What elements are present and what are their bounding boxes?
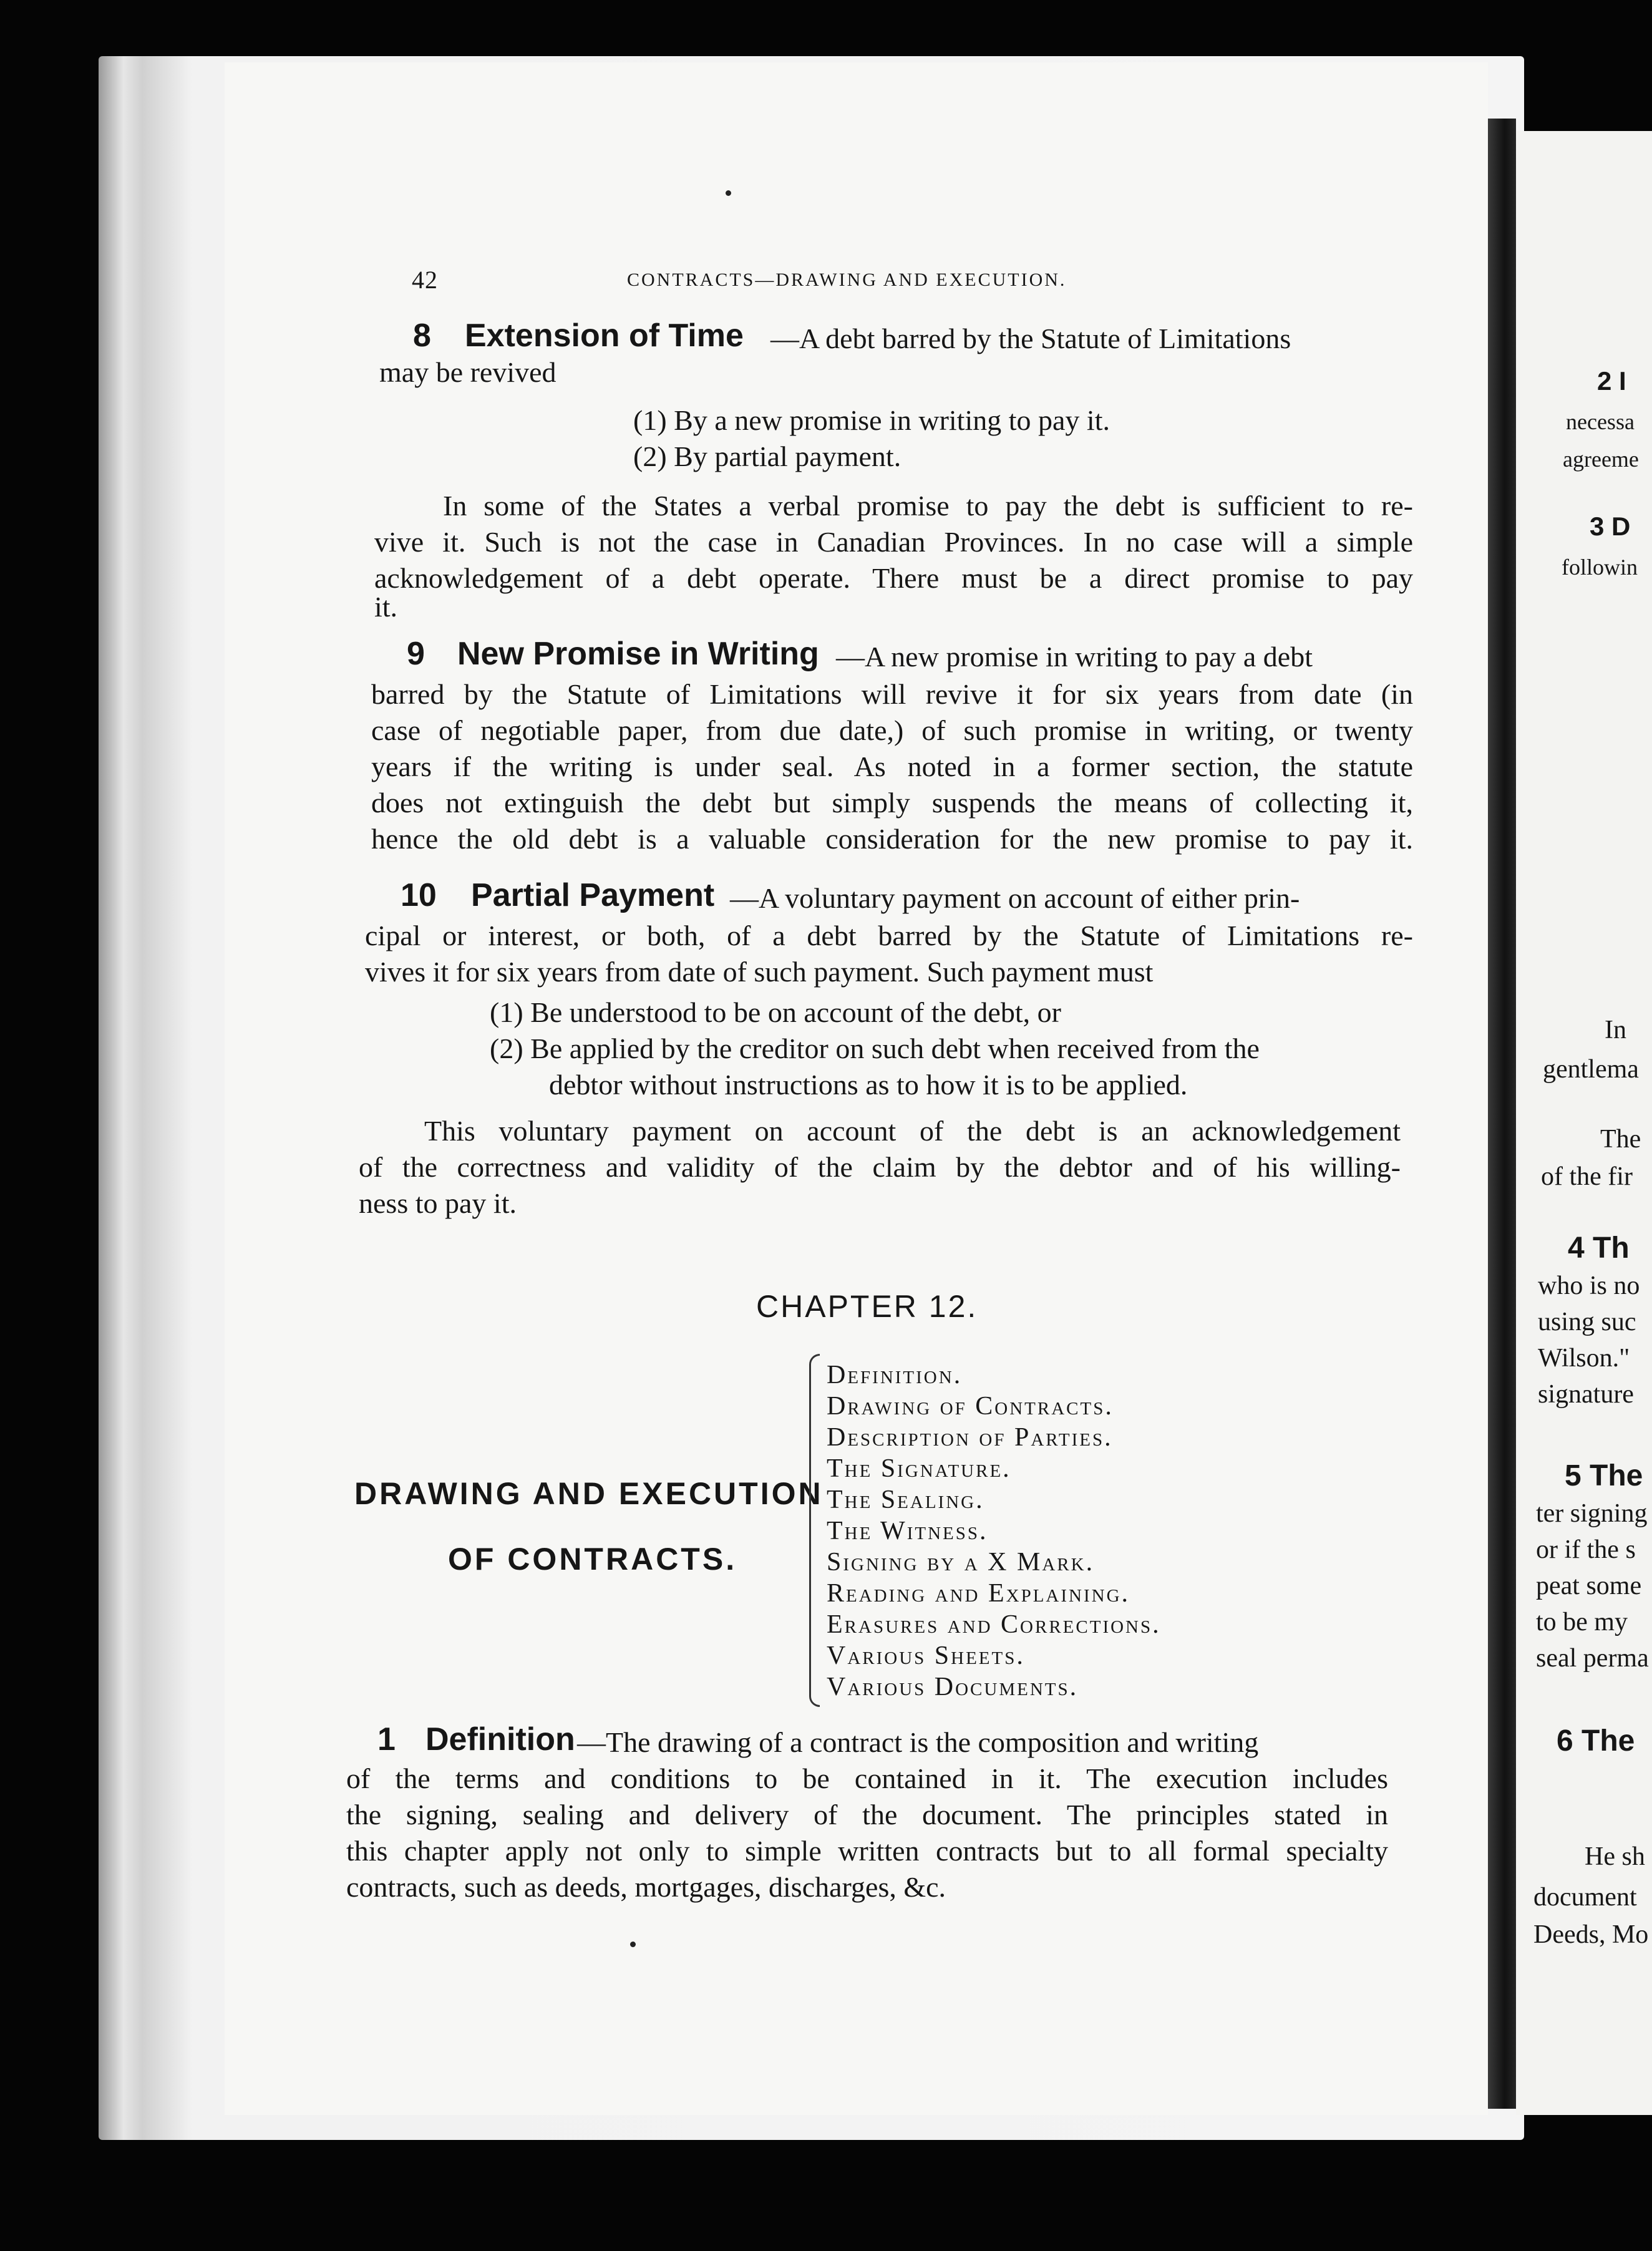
- section-8-line2: may be revived: [379, 356, 556, 388]
- right-page-fragment: 3 D: [1590, 512, 1631, 541]
- chapter-label: CHAPTER 12.: [756, 1289, 978, 1324]
- section-9-number: 9: [407, 636, 425, 672]
- right-page-fragment: document: [1533, 1883, 1637, 1912]
- chapter-contents-item: Various Documents.: [827, 1673, 1079, 1701]
- section-8-paragraph-line: it.: [374, 591, 398, 623]
- section-8-heading: Extension of Time: [465, 318, 744, 354]
- section-9-line: years if the writing is under seal. As noted in a former section, the statute: [371, 751, 1413, 782]
- chapter-contents-item: Reading and Explaining.: [827, 1579, 1130, 1608]
- right-page-fragment: or if the s: [1536, 1535, 1636, 1564]
- ink-speck: [630, 1942, 636, 1947]
- right-page-fragment: followin: [1562, 555, 1638, 580]
- running-head: CONTRACTS—DRAWING AND EXECUTION.: [627, 270, 1067, 290]
- right-page-fragment: 4 Th: [1568, 1232, 1630, 1265]
- right-page-fragment: 6 The: [1557, 1724, 1635, 1758]
- section-10-paragraph-line: of the correctness and validity of the claim by the debtor and of his willing-: [359, 1151, 1401, 1183]
- section-8-list-item: (2) By partial payment.: [633, 440, 901, 472]
- right-page-fragment: The: [1600, 1125, 1641, 1154]
- section-9-line: does not extinguish the debt but simply suspends the means of collecting it,: [371, 787, 1413, 819]
- section-8-paragraph-line: acknowledgement of a debt operate. There must be a direct promise to pay: [374, 562, 1413, 594]
- chapter-contents-item: The Sealing.: [827, 1485, 984, 1514]
- chapter-contents-item: Drawing of Contracts.: [827, 1392, 1114, 1421]
- right-page-fragment: who is no: [1538, 1271, 1640, 1300]
- right-page-fragment: gentlema: [1543, 1055, 1639, 1084]
- section-1-line1: —The drawing of a contract is the composition and writing: [577, 1726, 1259, 1758]
- right-page-fragment: 2 I: [1597, 366, 1626, 396]
- section-9-heading: New Promise in Writing: [457, 636, 819, 672]
- right-page-fragment: agreeme: [1563, 447, 1639, 472]
- section-10-list-item: debtor without instructions as to how it is to be applied.: [549, 1069, 1188, 1101]
- section-8-paragraph-line: In some of the States a verbal promise to pay the debt is sufficient to re-: [443, 490, 1413, 522]
- right-page-fragment: necessa: [1566, 409, 1635, 434]
- right-page-fragment: using suc: [1538, 1308, 1636, 1336]
- section-1-number: 1: [377, 1721, 396, 1758]
- contents-bracket: [809, 1354, 820, 1707]
- right-page-fragment: to be my: [1536, 1608, 1628, 1636]
- right-page-fragment: peat some: [1536, 1572, 1642, 1600]
- chapter-title-line2: OF CONTRACTS.: [448, 1542, 737, 1577]
- section-10-paragraph-line: ness to pay it.: [359, 1187, 517, 1219]
- book-gutter: [1488, 119, 1516, 2109]
- section-1-heading: Definition: [425, 1721, 575, 1758]
- section-9-line: hence the old debt is a valuable consideration for the new promise to pay it.: [371, 823, 1413, 855]
- chapter-contents-item: Signing by a X Mark.: [827, 1548, 1095, 1577]
- chapter-contents-item: The Signature.: [827, 1454, 1011, 1483]
- chapter-contents-item: Various Sheets.: [827, 1641, 1025, 1670]
- right-page-fragment: He sh: [1585, 1842, 1645, 1871]
- chapter-title-line1: DRAWING AND EXECUTION: [354, 1476, 824, 1511]
- section-10-heading: Partial Payment: [471, 877, 715, 913]
- right-page-fragment: Wilson.": [1538, 1344, 1630, 1373]
- section-10-number: 10: [401, 877, 437, 913]
- chapter-contents-item: The Witness.: [827, 1517, 988, 1545]
- section-8-number: 8: [413, 318, 431, 354]
- chapter-contents-item: Erasures and Corrections.: [827, 1610, 1161, 1639]
- section-10-list-item: (1) Be understood to be on account of the debt, or: [490, 996, 1061, 1028]
- section-8-line1: —A debt barred by the Statute of Limitations: [770, 323, 1291, 354]
- right-page-fragment: signature: [1538, 1380, 1634, 1409]
- right-page-fragment: 5 The: [1565, 1459, 1643, 1492]
- right-page-fragment: In: [1605, 1016, 1626, 1044]
- right-page-fragment: seal perma: [1536, 1644, 1649, 1673]
- section-8-list-item: (1) By a new promise in writing to pay it.: [633, 404, 1110, 436]
- section-8-paragraph-line: vive it. Such is not the case in Canadian Provinces. In no case will a simple: [374, 526, 1413, 558]
- right-page-fragment: ter signing: [1536, 1499, 1648, 1528]
- section-10-paragraph-line: This voluntary payment on account of the debt is an acknowledgement: [424, 1115, 1401, 1147]
- ink-speck: [726, 190, 731, 196]
- section-9-line: case of negotiable paper, from due date,) of such promise in writing, or twenty: [371, 714, 1413, 746]
- section-9-line: barred by the Statute of Limitations will revive it for six years from date (in: [371, 678, 1413, 710]
- section-1-line: this chapter apply not only to simple written contracts but to all formal specialty: [346, 1835, 1388, 1867]
- right-page-fragment: of the fir: [1541, 1162, 1633, 1191]
- chapter-contents-item: Definition.: [827, 1361, 963, 1389]
- chapter-contents-item: Description of Parties.: [827, 1423, 1113, 1452]
- page-number: 42: [412, 266, 438, 294]
- section-1-line: contracts, such as deeds, mortgages, discharges, &c.: [346, 1871, 946, 1903]
- right-page-fragment: Deeds, Mo: [1533, 1920, 1649, 1949]
- section-10-line: vives it for six years from date of such payment. Such payment must: [365, 956, 1154, 988]
- section-9-line1: —A new promise in writing to pay a debt: [836, 641, 1313, 673]
- section-1-line: of the terms and conditions to be contained in it. The execution includes: [346, 1762, 1388, 1794]
- section-1-line: the signing, sealing and delivery of the document. The principles stated in: [346, 1799, 1388, 1830]
- section-10-list-item: (2) Be applied by the creditor on such debt when received from the: [490, 1033, 1260, 1064]
- section-10-line: cipal or interest, or both, of a debt barred by the Statute of Limitations re-: [365, 920, 1413, 951]
- section-10-line1: —A voluntary payment on account of either prin-: [730, 882, 1300, 914]
